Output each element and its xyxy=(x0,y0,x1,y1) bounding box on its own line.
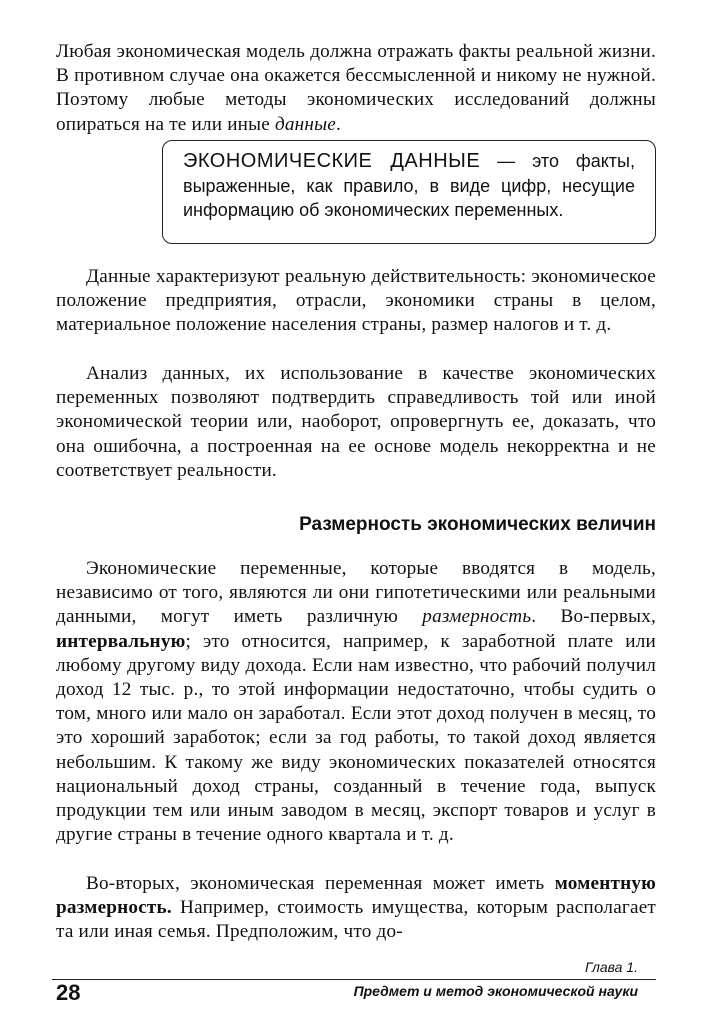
definition-box xyxy=(162,140,656,244)
section-heading: Размерность экономических величин xyxy=(299,514,656,535)
dimension-emphasis: размерность xyxy=(422,606,532,628)
footer-rule xyxy=(52,979,656,980)
intro-text: Любая экономическая модель должна отражать факты реальной жизни. В противном случае она окажется бессмысленной и никому не нужной. Поэтому любые методы экономических исследований должны опираться на те или иные xyxy=(56,41,656,135)
moment-paragraph xyxy=(56,872,656,945)
intro-paragraph xyxy=(56,40,656,137)
page-number: 28 xyxy=(56,980,81,1005)
moment-text-2: Например, стоимость имущества, которым располагает та или иная семья. Предположим, что до- xyxy=(56,897,656,943)
intro-emphasis: данные xyxy=(274,113,337,135)
moment-term: моментную размерность. xyxy=(56,873,656,919)
definition-body: — это факты, выраженные, как правило, в виде цифр, несущие информацию об экономических переменных. xyxy=(183,151,635,220)
interval-term: интервальную xyxy=(56,630,186,652)
analysis-paragraph: Анализ данных, их использование в качестве экономических переменных позволяют подтвердить справедливость той или иной экономической теории или, наоборот, опровергнуть ее, доказать, что она ошибочна, а построенная на ее основе модель некорректна и не соответствует реальности. xyxy=(56,363,656,481)
dimension-text-2: . Во-первых, xyxy=(531,606,657,628)
dimension-text-1: Экономические переменные, которые вводятся в модель, независимо от того, являются ли они гипотетическими или реальными данными, могут иметь различную xyxy=(56,558,656,628)
definition-term: ЭКОНОМИЧЕСКИЕ ДАННЫЕ xyxy=(183,150,481,172)
chapter-title: Предмет и метод экономической науки xyxy=(353,983,638,999)
dimension-paragraph xyxy=(56,557,656,847)
intro-end: . xyxy=(336,113,342,135)
data-paragraph: Данные характеризуют реальную действительность: экономическое положение предприятия, отрасли, экономики страны в целом, материальное положение населения страны, размер налогов и т. д. xyxy=(56,266,656,336)
chapter-label: Глава 1. xyxy=(584,959,638,975)
dimension-text-3: ; это относится, например, к заработной плате или любому другому виду дохода. Если нам известно, что рабочий получил доход 12 тыс. р., то этой информации недостаточно, чтобы судить о том, много или мало он заработал. Если этот доход получен в месяц, то это хороший заработок; если за год работы, то такой доход является небольшим. К такому же виду экономических показателей относятся национальный доход страны, созданный в течение года, выпуск продукции тем или иным заводом в месяц, экспорт товаров и услуг в другие страны в течение одного квартала и т. д. xyxy=(56,630,656,846)
definition-text xyxy=(183,149,635,223)
moment-text-1: Во-вторых, экономическая переменная может иметь xyxy=(86,873,555,894)
